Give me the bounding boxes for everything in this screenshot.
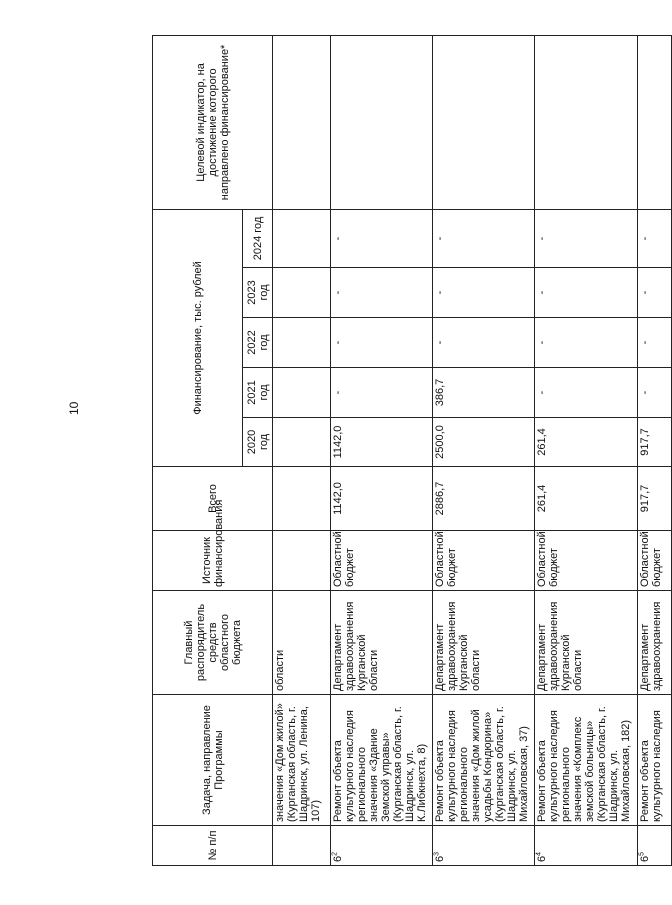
row-2023 [273,268,331,318]
row-2024: - [331,209,433,267]
row-task: Ремонт объекта культурного наследия регионального значения «Дом жилой усадьбы Кондюрина» (Курганская область, г. Шадринск, ул. Михайловская, 37) [433,695,535,826]
row-source [273,531,331,591]
row-distributor: Департамент здравоохранения Курганской области [331,591,433,695]
row-distributor: Департамент здравоохранения [638,591,672,695]
row-2020 [273,418,331,467]
row-source: Областной бюджет [331,531,433,591]
row-no: $6^2$ [331,826,433,866]
row-indicator [638,35,672,209]
header-no: № п/п [153,826,273,866]
row-total: 2886,7 [433,467,535,531]
table-row [433,35,535,865]
table-row [331,35,433,865]
row-task: значения «Дом жилой» (Курганская область, г. Шадринск, ул. Ленина, 107) [273,695,331,826]
row-2023: - [433,268,535,318]
row-2022: - [535,318,638,368]
table-row [535,35,638,865]
page-number: 10 [67,401,81,415]
row-2022: - [433,318,535,368]
row-2024: - [433,209,535,267]
row-source: Областной бюджет [433,531,535,591]
row-indicator [331,35,433,209]
row-indicator [273,35,331,209]
row-2024 [273,209,331,267]
row-2021: - [638,368,672,418]
row-total: 917,7 [638,467,672,531]
row-distributor: области [273,591,331,695]
table-row [638,35,672,865]
row-total [273,467,331,531]
row-indicator [535,35,638,209]
header-year-2024: 2024 год [243,209,273,267]
row-2020: 917,7 [638,418,672,467]
header-financing: Финансирование, тыс. рублей [153,209,243,466]
row-2021: - [331,368,433,418]
row-2021: - [535,368,638,418]
row-no: $6^5$ [638,826,672,866]
financing-table [152,35,672,866]
row-distributor: Департамент здравоохранения Курганской области [535,591,638,695]
header-year-2022: 2022 год [243,318,273,368]
header-total: Всего [153,467,273,531]
row-2023: - [535,268,638,318]
row-no: $6^3$ [433,826,535,866]
row-2024: - [535,209,638,267]
row-2022 [273,318,331,368]
header-task: Задача, направление Программы [153,695,273,826]
header-year-2020: 2020 год [243,418,273,467]
row-2022: - [638,318,672,368]
row-total: 261,4 [535,467,638,531]
row-2023: - [331,268,433,318]
header-year-2021: 2021 год [243,368,273,418]
row-task: Ремонт объекта культурного наследия регионального значения «Здание Земской управы» (Курганская область, г. Шадринск, ул. К.Либкнехта, 8) [331,695,433,826]
table-row [273,35,331,865]
header-distributor: Главный распорядитель средств областного бюджета [153,591,273,695]
row-indicator [433,35,535,209]
row-2021 [273,368,331,418]
row-2022: - [331,318,433,368]
row-distributor: Департамент здравоохранения Курганской области [433,591,535,695]
header-source: Источник финансирования [153,531,273,591]
row-no [273,826,331,866]
row-2023: - [638,268,672,318]
row-2020: 2500,0 [433,418,535,467]
row-source: Областной бюджет [535,531,638,591]
row-no: $6^4$ [535,826,638,866]
header-indicator: Целевой индикатор, на достижение которого направлено финансирование* [153,35,273,209]
header-row-top [153,35,243,865]
financing-table-sheet [152,36,663,866]
row-2020: 261,4 [535,418,638,467]
row-2021: 386,7 [433,368,535,418]
row-2024: - [638,209,672,267]
row-2020: 1142,0 [331,418,433,467]
header-year-2023: 2023 год [243,268,273,318]
row-total: 1142,0 [331,467,433,531]
row-task: Ремонт объекта культурного наследия регионального значения «Комплекс земской больницы» (Курганская область, г. Шадринск, ул. Михайловская, 182) [535,695,638,826]
row-source: Областной бюджет [638,531,672,591]
row-task: Ремонт объекта культурного наследия [638,695,672,826]
